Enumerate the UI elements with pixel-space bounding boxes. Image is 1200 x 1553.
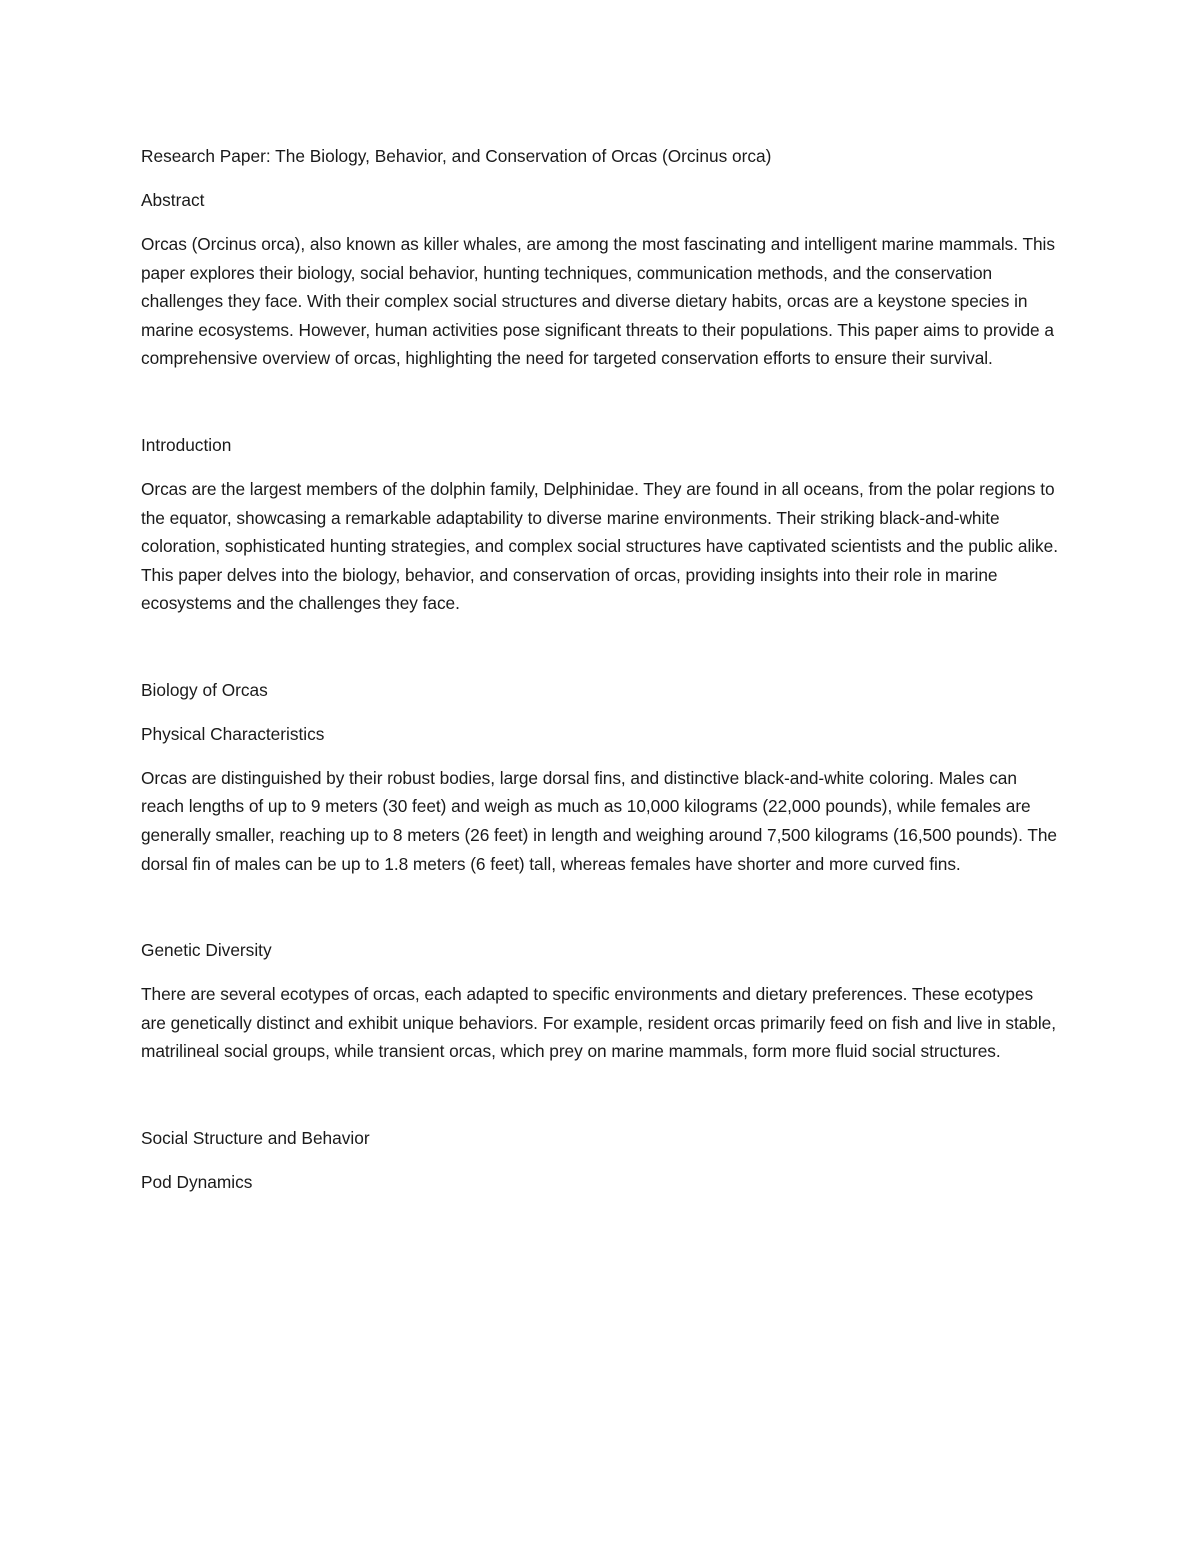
pod-dynamics-heading: Pod Dynamics [141,1171,253,1192]
abstract-paragraph: Orcas (Orcinus orca), also known as killer whales, are among the most fascinating and intelligent marine mammals. This paper explores their biology, social behavior, hunting techniques, communication methods, and the conservation challenges they face. With their complex social structures and diverse dietary habits, orcas are a keystone species in marine ecosystems. However, human activities pose significant threats to their populations. This paper aims to provide a comprehensive overview of orcas, highlighting the need for targeted conservation efforts to ensure their survival. [141,233,1055,369]
biology-heading: Biology of Orcas [141,679,268,700]
social-structure-heading: Social Structure and Behavior [141,1128,370,1148]
abstract-heading: Abstract [141,189,205,210]
document-body [141,142,1059,1197]
document-title: Research Paper: The Biology, Behavior, and Conservation of Orcas (Orcinus orca) [141,146,772,166]
genetic-diversity-heading: Genetic Diversity [141,940,272,961]
introduction-paragraph: Orcas are the largest members of the dolphin family, Delphinidae. They are found in all oceans, from the polar regions to the equator, showcasing a remarkable adaptability to diverse marine environments. Their striking black-and-white coloration, sophisticated hunting strategies, and complex social structures have captivated scientists and the public alike. This paper delves into the biology, behavior, and conservation of orcas, providing insights into their role in marine ecosystems and the challenges they face. [141,478,1058,614]
physical-characteristics-paragraph: Orcas are distinguished by their robust bodies, large dorsal fins, and distinctive black-and-white coloring. Males can reach lengths of up to 9 meters (30 feet) and weigh as much as 10,000 kilograms (22,000 pounds), while females are generally smaller, reaching up to 8 meters (26 feet) in length and weighing around 7,500 kilograms (16,500 pounds). The dorsal fin of males can be up to 1.8 meters (6 feet) tall, whereas females have shorter and more curved fins. [141,767,1057,874]
genetic-diversity-paragraph: There are several ecotypes of orcas, each adapted to specific environments and dietary preferences. These ecotypes are genetically distinct and exhibit unique behaviors. For example, resident orcas primarily feed on fish and live in stable, matrilineal social groups, while transient orcas, which prey on marine mammals, form more fluid social structures. [141,984,1056,1062]
introduction-heading: Introduction [141,434,232,455]
physical-characteristics-heading: Physical Characteristics [141,723,325,744]
